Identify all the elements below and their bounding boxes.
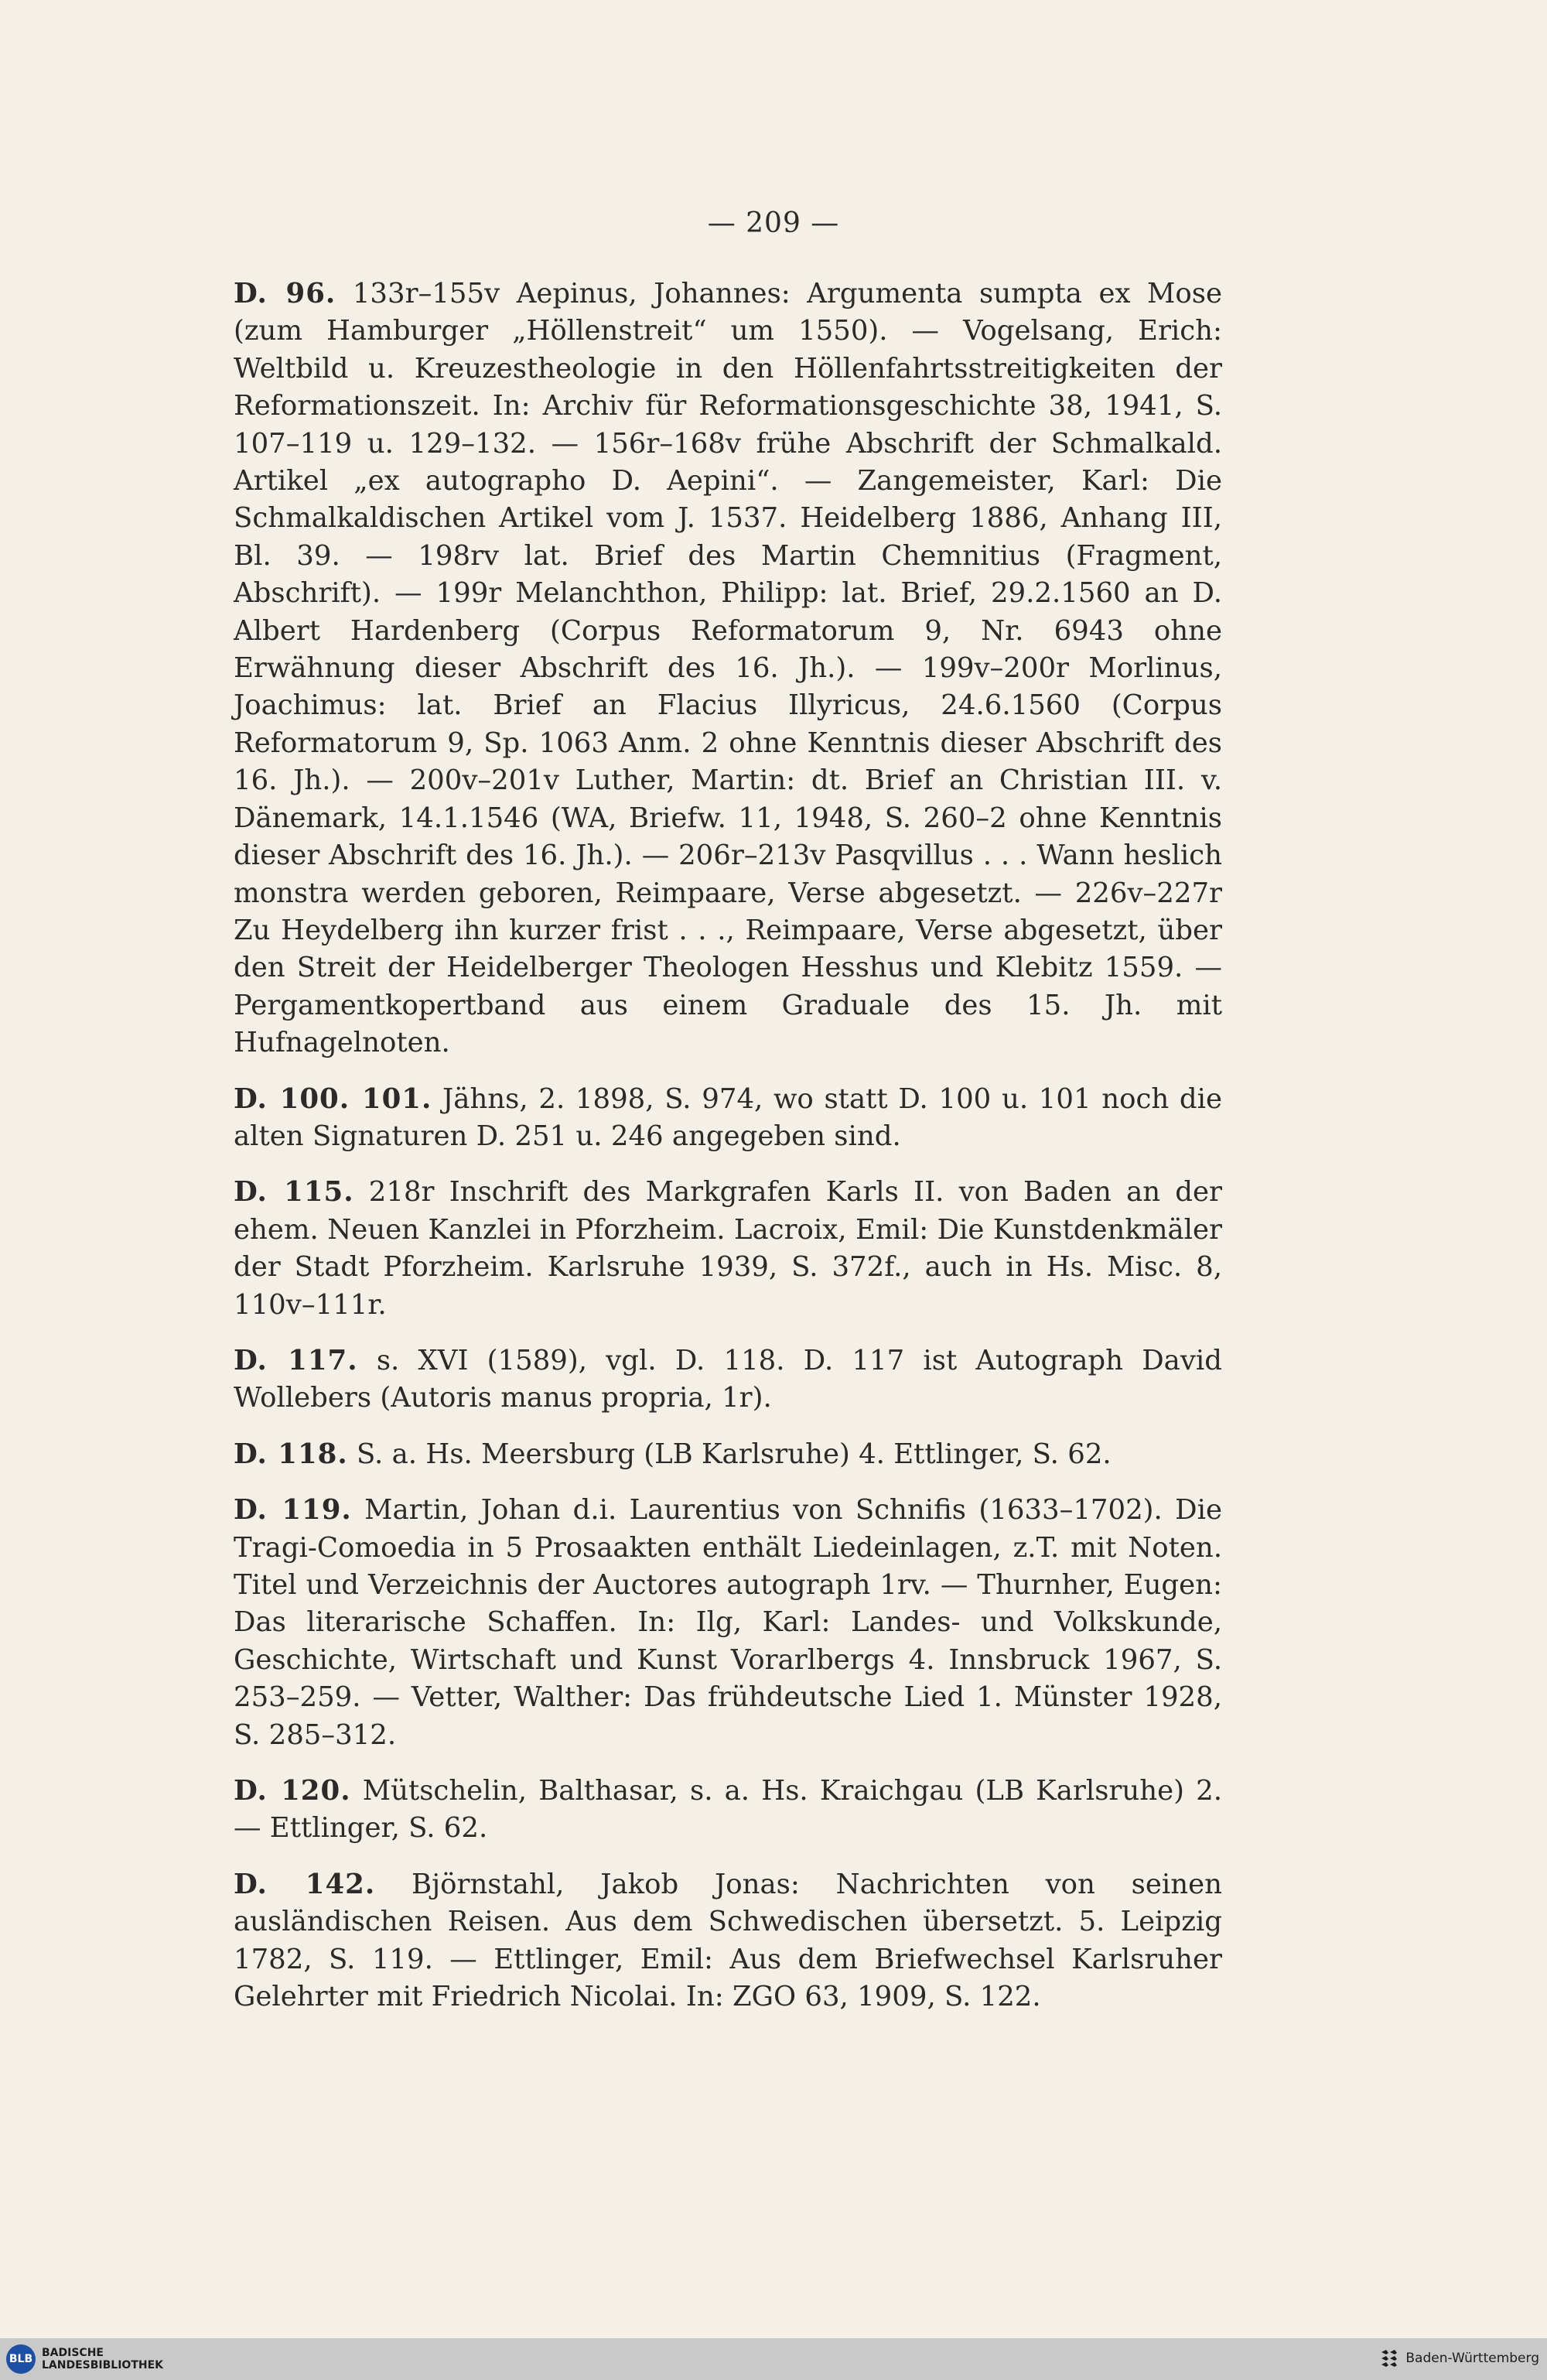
- catalog-entry: [234, 1342, 1222, 1417]
- catalog-entry: [234, 1174, 1222, 1324]
- entry-signature: D. 96.: [234, 278, 336, 309]
- baden-wuerttemberg-lions-icon: [1379, 2348, 1399, 2369]
- catalog-entries: [234, 201, 1222, 2016]
- library-name-line1: BADISCHE: [42, 2347, 104, 2359]
- entry-signature: D. 100. 101.: [234, 1082, 432, 1115]
- catalog-entry: [234, 1773, 1222, 1848]
- catalog-entry: [234, 275, 1222, 1062]
- blb-logo-icon[interactable]: BLB: [6, 2344, 36, 2374]
- footer-bar: [0, 2338, 1547, 2380]
- entry-text: Björnstahl, Jakob Jonas: Nachrichten von seinen ausländischen Reisen. Aus dem Schwedischen übersetzt. 5. Leipzig 1782, S. 119. — Ettlinger, Emil: Aus dem Briefwechsel Karlsruher Gelehrter mit Friedrich Nicolai. In: ZGO 63, 1909, S. 122.: [234, 1868, 1222, 2013]
- state-logo[interactable]: [1379, 2348, 1539, 2369]
- catalog-entry: [234, 1081, 1222, 1156]
- entry-signature: D. 117.: [234, 1344, 358, 1376]
- library-name: [42, 2347, 163, 2371]
- state-label: Baden-Württemberg: [1405, 2351, 1539, 2366]
- entry-signature: D. 115.: [234, 1176, 354, 1209]
- entry-signature: D. 118.: [234, 1438, 348, 1470]
- entry-text: Mütschelin, Balthasar, s. a. Hs. Kraichgau (LB Karlsruhe) 2. — Ettlinger, S. 62.: [234, 1775, 1222, 1845]
- entry-text: s. XVI (1589), vgl. D. 118. D. 117 ist Autograph David Wollebers (Autoris manus propria, 1r).: [234, 1344, 1222, 1414]
- library-name-line2: LANDESBIBLIOTHEK: [42, 2359, 164, 2371]
- catalog-entry: [234, 1866, 1222, 2016]
- entry-text: S. a. Hs. Meersburg (LB Karlsruhe) 4. Ettlinger, S. 62.: [357, 1438, 1112, 1470]
- entry-signature: D. 120.: [234, 1775, 351, 1807]
- entry-text: 218r Inschrift des Markgrafen Karls II. von Baden an der ehem. Neuen Kanzlei in Pforzheim. Lacroix, Emil: Die Kunstdenkmäler der Stadt Pforzheim. Karlsruhe 1939, S. 372f., auch in Hs. Misc. 8, 110v–111r.: [234, 1176, 1222, 1321]
- catalog-entry: [234, 1436, 1222, 1473]
- page-number: — 209 —: [707, 207, 840, 239]
- entry-signature: D. 142.: [234, 1868, 376, 1900]
- catalog-entry: [234, 1492, 1222, 1754]
- entry-text: Martin, Johan d.i. Laurentius von Schnifis (1633–1702). Die Tragi-Comoedia in 5 Prosaakten enthält Liedeinlagen, z.T. mit Noten. Titel und Verzeichnis der Auctores autograph 1rv. — Thurnher, Eugen: Das literarische Schaffen. In: Ilg, Karl: Landes- und Volkskunde, Geschichte, Wirtschaft und Kunst Vorarlbergs 4. Innsbruck 1967, S. 253–259. — Vetter, Walther: Das frühdeutsche Lied 1. Münster 1928, S. 285–312.: [234, 1494, 1222, 1751]
- entry-text: 133r–155v Aepinus, Johannes: Argumenta sumpta ex Mose (zum Hamburger „Höllenstreit“ um 1550). — Vogelsang, Erich: Weltbild u. Kreuzestheologie in den Höllenfahrtsstreitigkeiten der Reformationszeit. In: Archiv für Reformationsgeschichte 38, 1941, S. 107–119 u. 129–132. — 156r–168v frühe Abschrift der Schmalkald. Artikel „ex autographo D. Aepini“. — Zangemeister, Karl: Die Schmalkaldischen Artikel vom J. 1537. Heidelberg 1886, Anhang III, Bl. 39. — 198rv lat. Brief des Martin Chemnitius (Fragment, Abschrift). — 199r Melanchthon, Philipp: lat. Brief, 29.2.1560 an D. Albert Hardenberg (Corpus Reformatorum 9, Nr. 6943 ohne Erwähnung dieser Abschrift des 16. Jh.). — 199v–200r Morlinus, Joachimus: lat. Brief an Flacius Illyricus, 24.6.1560 (Corpus Reformatorum 9, Sp. 1063 Anm. 2 ohne Kenntnis dieser Abschrift des 16. Jh.). — 200v–201v Luther, Martin: dt. Brief an Christian III. v. Dänemark, 14.1.1546 (WA, Briefw. 11, 1948, S. 260–2 ohne Kenntnis dieser Abschrift des 16. Jh.). — 206r–213v Pasqvillus . . . Wann heslich monstra werden geboren, Reimpaare, Verse abgesetzt. — 226v–227r Zu Heydelberg ihn kurzer frist . . ., Reimpaare, Verse abgesetzt, über den Streit der Heidelberger Theologen Hesshus und Klebitz 1559. — Pergamentkopertband aus einem Graduale des 15. Jh. mit Hufnagelnoten.: [234, 278, 1222, 1059]
- entry-signature: D. 119.: [234, 1494, 352, 1527]
- entry-text: Jähns, 2. 1898, S. 974, wo statt D. 100 u. 101 noch die alten Signaturen D. 251 u. 246 angegeben sind.: [234, 1082, 1222, 1152]
